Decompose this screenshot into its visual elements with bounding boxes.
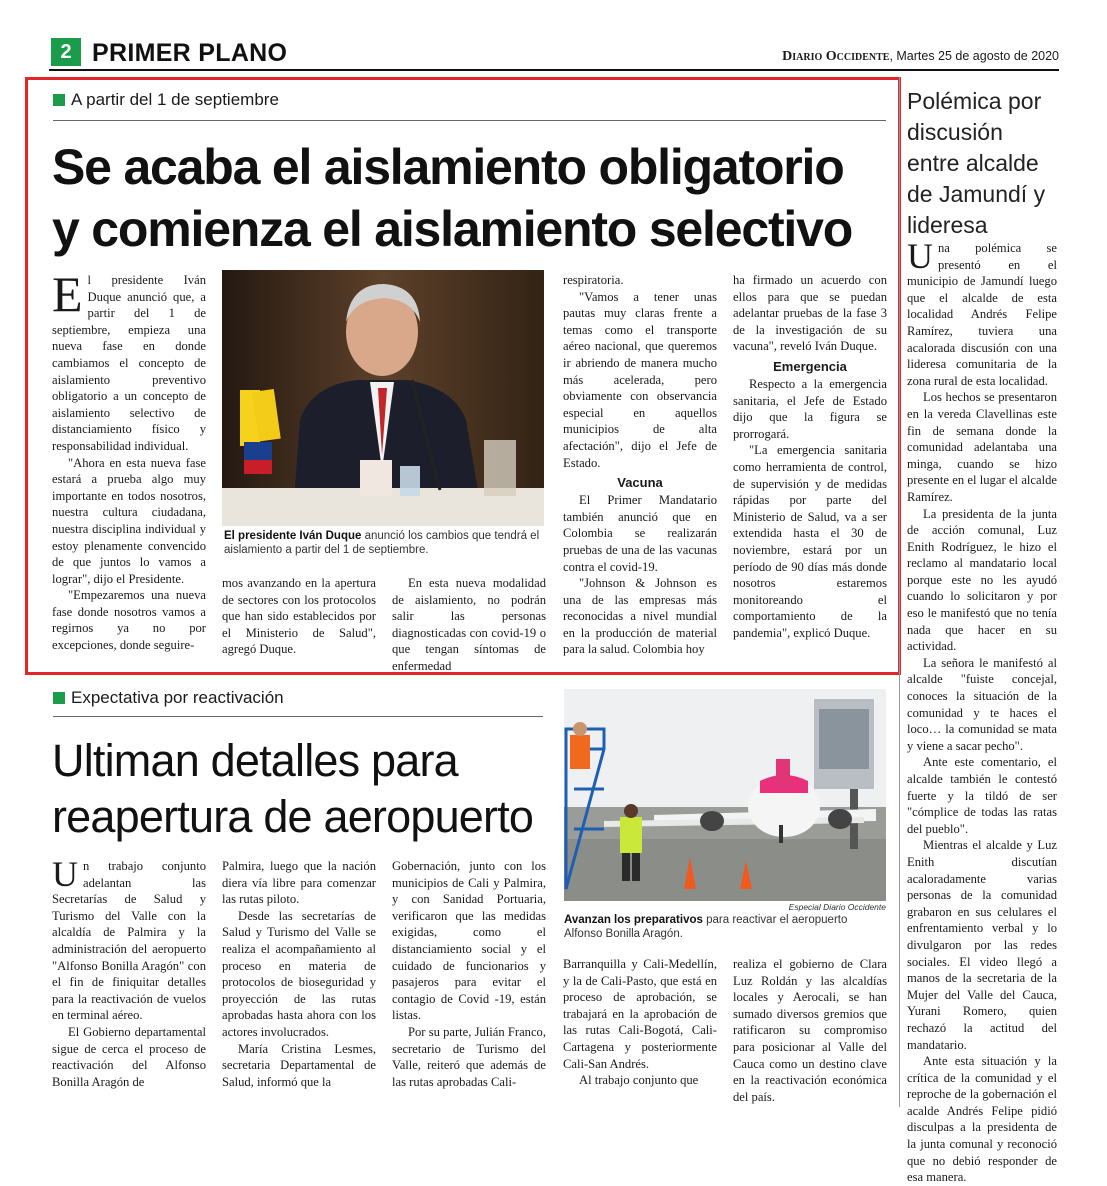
sidebar-para: Ante este comentario, el alcalde también le contestó fuerte y la tildó de ser "cómplice de todas las ratas del pueblo". (907, 755, 1057, 836)
story1-kicker-rule (53, 120, 886, 121)
story1-para: respiratoria. (563, 273, 624, 287)
story1-para: "Johnson & Johnson es una de las empresas más reconocidas a nivel mundial en la producción de material para la salud. Colombia hoy (563, 576, 717, 657)
story1-headline: Se acaba el aislamiento obligatorio y comienza el aislamiento selectivo (52, 139, 853, 257)
story1-para: "Ahora en esta nueva fase estará a prueba algo muy importante en todos nosotros, nuestra cultura ciudadana, nuestra disciplina individual y estoy plenamente convencido de que juntos lo vamos a lograr", dijo el Presidente. (52, 455, 206, 586)
story1-para: El presidente Iván Duque anunció que, a partir del 1 de septiembre, empieza una nueva fase en donde cambiamos el concepto de aislamiento preventivo obligatorio a un concepto de aislamiento selectivo de distanciamiento físico y responsabilidad individual. (52, 266, 206, 453)
story2-para: Palmira, luego que la nación diera vía libre para comenzar las rutas piloto. (222, 859, 376, 907)
story2-photo (564, 689, 886, 901)
story1-para: ha firmado un acuerdo con ellos para que se puedan adelantar pruebas de la fase 3 de la investigación de su vacuna", reveló Iván Duque. (733, 273, 887, 354)
header-rule (49, 69, 1059, 71)
story2-photo-credit: Especial Diario Occidente (788, 902, 886, 912)
story1-kicker: A partir del 1 de septiembre (53, 90, 279, 110)
sidebar-para: Una polémica se presentó en el municipio de Jamundí luego que el alcalde de esta localidad Andrés Felipe Ramírez, tuviera una acalorada discusión con una lideresa comunitaria de la zona rural de esta localidad. (907, 236, 1057, 388)
story2-col1 (52, 854, 206, 1090)
caption-bold: Avanzan los preparativos (564, 914, 703, 926)
story2-para: Al trabajo conjunto que (579, 1073, 699, 1088)
dropcap: U (907, 236, 933, 276)
story2-para: María Cristina Lesmes, secretaria Departamental de Salud, informó que la (222, 1041, 376, 1089)
subhead-emergencia: Emergencia (773, 358, 847, 374)
story1-col2 (222, 575, 376, 658)
story1-col3 (392, 575, 546, 675)
issue-date: , Martes 25 de agosto de 2020 (889, 49, 1059, 63)
story2-para: El Gobierno departamental sigue de cerca el proceso de reactivación del Alfonso Bonilla Aragón de (52, 1024, 206, 1089)
sidebar-para: Ante esta situación y la crítica de la comunidad y el reproche de la gobernación el acalde Andrés Felipe pidió disculpas a la presidenta de la junta comunal y reconoció que no debió responder de esa manera. (907, 1054, 1057, 1185)
masthead-line (782, 49, 1059, 65)
story2-para: Por su parte, Julián Franco, secretario de Turismo del Valle, reiteró que además de las rutas aprobadas Cali- (392, 1024, 546, 1089)
story2-para: realiza el gobierno de Clara Luz Roldán y las alcaldías locales y Aerocali, se han sumado diversos gremios que ratificaron su compromiso para posicionar al Valle del Cauca como un destino clave en la reactivación económica del país. (733, 957, 887, 1104)
paper-name: Diario Occidente (782, 49, 890, 64)
dropcap: U (52, 854, 78, 894)
story1-para: "Empezaremos una nueva fase donde nosotros vamos a regirnos ya no por excepciones, donde seguire- (52, 588, 206, 653)
story2-col4 (563, 956, 717, 1089)
green-square-icon (53, 692, 65, 704)
story2-kicker-rule (53, 716, 543, 717)
story2-col3 (392, 858, 546, 1090)
story2-col2 (222, 858, 376, 1090)
story2-para: Barranquilla y Cali-Medellín, y la de Cali-Pasto, que está en proceso de aprobación, se trabajará en la aprobación de las rutas Cali-Bogotá, Cali-Cartagena y posteriormente Cali-San Andrés. (563, 957, 717, 1071)
story2-headline: Ultiman detalles para reapertura de aeropuerto (52, 735, 534, 842)
story2-para: Desde las secretarías de Salud y Turismo del Valle se realiza el acompañamiento al proceso en materia de protocolos de bioseguridad y proyección de las rutas aprobadas hasta ahora con los actores involucrados. (222, 908, 376, 1039)
story1-photo-caption: El presidente Iván Duque anunció los cambios que tendrá el aislamiento a partir del 1 de septiembre. (224, 530, 540, 556)
story1-para: "Vamos a tener unas pautas muy claras frente a temas como el transporte aéreo nacional, que queremos ir abriendo de manera mucho más acelerada, pero obviamente con observancia especial en aquellos municipios de alta afectación", dijo el Jefe de Estado. (563, 289, 717, 470)
story1-photo (222, 270, 544, 526)
page-number: 2 (60, 41, 72, 63)
caption-bold: El presidente Iván Duque (224, 530, 362, 542)
dropcap: E (52, 266, 83, 322)
story2-para: Un trabajo conjunto adelantan las Secretarías de Salud y Turismo del Valle con la alcaldía de Palmira y la administración del aeropuerto "Alfonso Bonilla Aragón" con el fin de finiquitar detalles para la reactivación de vuelos en terminal aéreo. (52, 854, 206, 1023)
story1-para: mos avanzando en la apertura de sectores con los protocolos que han sido establecidos por el Ministerio de Salud", agregó Duque. (222, 576, 376, 657)
story1-col1 (52, 266, 206, 654)
story1-col4 (563, 272, 717, 658)
sidebar-body (907, 236, 1057, 1186)
sidebar-para: La presidenta de la junta de acción comunal, Luz Enith Rodríguez, le hizo el reclamo al mandatario local porque este no les ayudó cuando lo solicitaron y por eso le manifestó que no tenía nada que hacer en su actividad. (907, 506, 1057, 654)
page-number-badge (51, 38, 81, 66)
story2-para: Gobernación, junto con los municipios de Cali y Palmira, y con Sanidad Portuaria, verificaron que las medidas exigidas, como el distanciamiento social y el cuidado de funcionarios y pasajeros para evitar el contagio de Covid -19, están listas. (392, 859, 546, 1023)
sidebar-divider (899, 77, 900, 1107)
sidebar-para: Mientras el alcalde y Luz Enith discutían acaloradamente varias personas de la comunidad grabaron en sus celulares el enfrentamiento verbal y lo divulgaron por las redes sociales. El video llegó a manos de la secretaria de la Mujer del Valle del Cauca, Yurani Romero, quien rechazó la actitud del mandatario. (907, 838, 1057, 1052)
story2-kicker: Expectativa por reactivación (53, 688, 284, 708)
sidebar-headline: Polémica por discusión entre alcalde de Jamundí y lideresa (907, 88, 1046, 238)
story1-col5 (733, 272, 887, 641)
sidebar-para: La señora le manifestó al alcalde "fuiste concejal, conoces la situación de la comunidad y te haces el loco… la comunidad se mata y viene a sacar pecho". (907, 655, 1057, 753)
story1-para: El Primer Mandatario también anunció que en Colombia se realizarán pruebas de una de las vacunas contra el covid-19. (563, 493, 717, 574)
section-title: PRIMER PLANO (92, 39, 288, 67)
green-square-icon (53, 94, 65, 106)
story1-para: En esta nueva modalidad de aislamiento, no podrán salir las personas diagnosticadas con covid-19 o que tengan síntomas de enfermedad (392, 576, 546, 673)
sidebar-para: Los hechos se presentaron en la vereda Clavellinas este fin de semana donde la comunidad adelantaba una minga, cuando se hizo presente en el lugar el alcalde Ramírez. (907, 390, 1057, 504)
story2-col5 (733, 956, 887, 1105)
story1-para: "La emergencia sanitaria como herramienta de control, de supervisión y de medidas rápidas por parte del Ministerio de Salud, va a ser extendida hasta el 30 de noviembre, estará por un período de 90 días más donde nosotros estaremos monitoreando el comportamiento de la pandemia", explicó Duque. (733, 443, 887, 640)
subhead-vacuna: Vacuna (617, 475, 663, 491)
story1-para: Respecto a la emergencia sanitaria, el Jefe de Estado dijo que la figura se prorrogará. (733, 376, 887, 441)
story2-photo-caption: Avanzan los preparativos para reactivar el aeropuerto Alfonso Bonilla Aragón. (564, 914, 848, 940)
